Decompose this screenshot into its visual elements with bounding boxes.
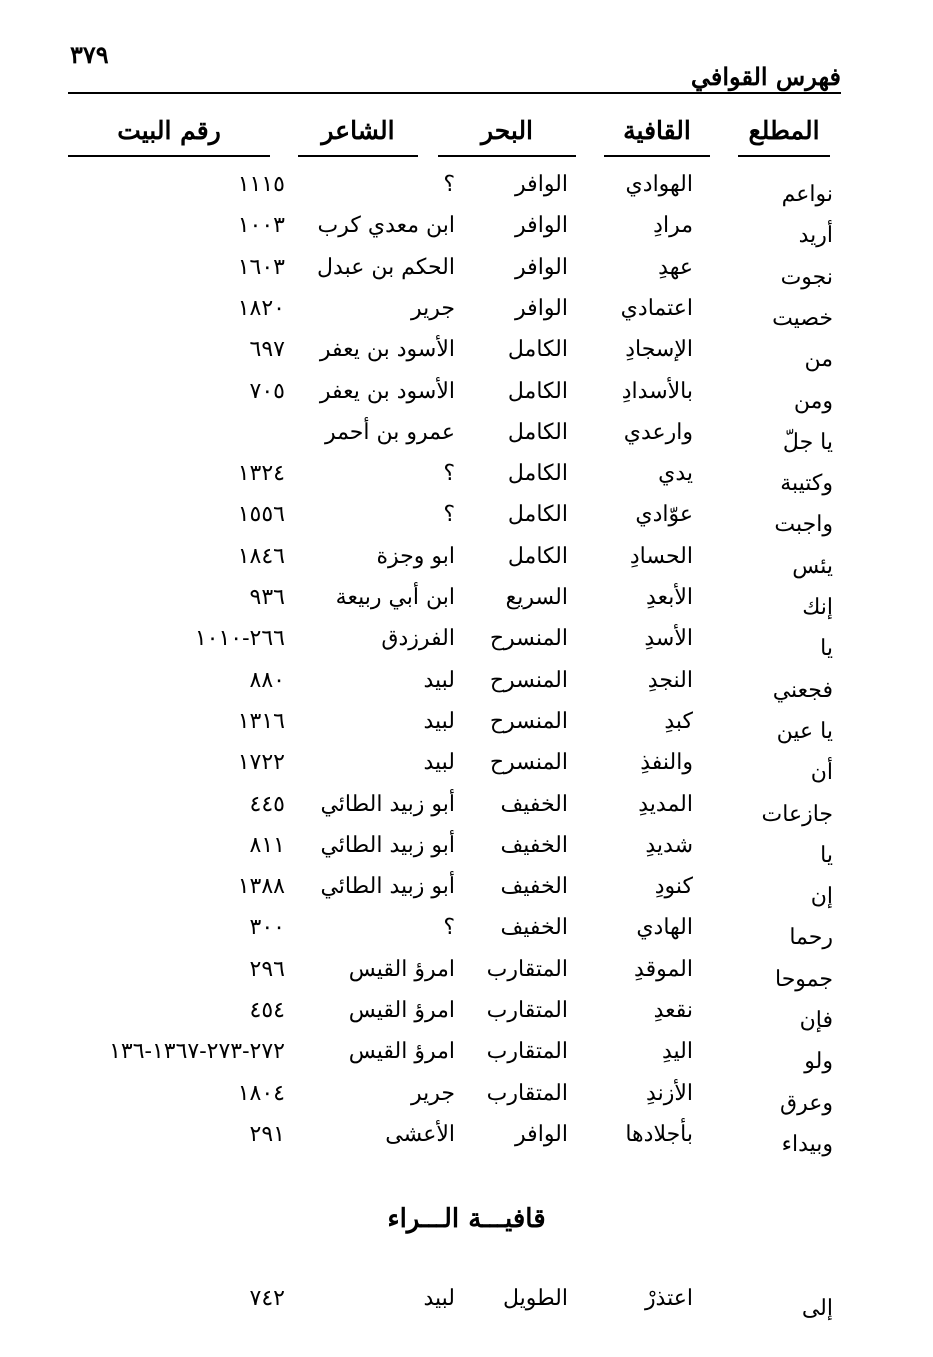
cell-matla: وبيداء: [781, 1131, 833, 1157]
cell-bahr: الوافر: [515, 213, 568, 239]
cell-raqm: ١٨٢٠: [237, 295, 285, 321]
cell-bahr: الخفيف: [500, 874, 568, 900]
cell-bahr: الوافر: [515, 1121, 568, 1147]
cell-qafiya: الموقدِ: [634, 956, 693, 982]
cell-bahr: المتقارب: [486, 998, 568, 1023]
header-shaer: الشاعر: [298, 116, 418, 157]
cell-matla: جازعات: [761, 801, 833, 827]
table-row: [0, 626, 933, 666]
cell-qafiya: شديدِ: [645, 832, 693, 858]
cell-shaer: امرؤ القيس: [348, 956, 455, 982]
cell-matla: من: [804, 347, 833, 373]
cell-matla: خصيت: [772, 305, 833, 331]
cell-bahr: المتقارب: [486, 1080, 568, 1106]
cell-qafiya: عهدِ: [658, 254, 693, 280]
header-raqm: رقم البيت: [68, 116, 270, 157]
cell-shaer: ؟: [443, 172, 455, 197]
cell-raqm: ٦٩٧: [249, 337, 285, 363]
table-row: [0, 172, 933, 212]
cell-qafiya: يدي: [658, 461, 693, 487]
table-row: [0, 750, 933, 790]
cell-matla: ومن: [793, 388, 833, 414]
cell-matla: إن: [810, 884, 833, 910]
cell-raqm: ٤٤٥: [249, 791, 285, 817]
cell-shaer: جرير: [411, 1080, 455, 1106]
table-row: [0, 668, 933, 708]
cell-qafiya: اعتذرْ: [644, 1286, 693, 1311]
cell-bahr: الطويل: [502, 1286, 568, 1311]
table-row: [0, 544, 933, 584]
cell-qafiya: والنفذِ: [640, 750, 693, 776]
table-row: [0, 915, 933, 955]
cell-matla: يا عين: [776, 718, 833, 744]
cell-raqm: ١٣٢٤: [237, 461, 285, 487]
cell-raqm: ١٥٥٦: [237, 502, 285, 528]
cell-shaer: ؟: [443, 461, 455, 487]
table-row: [0, 709, 933, 749]
cell-bahr: المنسرح: [489, 708, 568, 734]
page-number: ٣٧٩: [70, 40, 109, 69]
cell-matla: يئس: [792, 553, 833, 579]
cell-bahr: الكامل: [507, 502, 568, 528]
cell-matla: نجوت: [780, 264, 833, 290]
cell-raqm: ١٨٠٤: [237, 1080, 285, 1106]
table-row: [0, 1081, 933, 1121]
table-row: [0, 420, 933, 460]
cell-shaer: لبيد: [423, 667, 455, 693]
cell-shaer: امرؤ القيس: [348, 1039, 455, 1065]
cell-matla: أن: [810, 760, 833, 786]
cell-shaer: الأسود بن يعفر: [319, 378, 455, 404]
cell-shaer: أبو زبيد الطائي: [320, 874, 455, 900]
cell-bahr: الوافر: [515, 295, 568, 321]
table-row: [0, 585, 933, 625]
cell-shaer: الأعشى: [385, 1121, 455, 1147]
cell-raqm: ١١١٥: [237, 172, 285, 197]
cell-bahr: الكامل: [507, 419, 568, 445]
cell-shaer: ابو وجزة: [376, 543, 455, 569]
cell-qafiya: الإسجادِ: [625, 337, 693, 363]
cell-matla: وكتيبة: [780, 471, 833, 497]
cell-raqm: ٢٦٦-١٠١٠: [194, 626, 285, 652]
cell-shaer: ؟: [443, 502, 455, 528]
cell-raqm: ٨٨٠: [249, 667, 285, 693]
cell-shaer: الحكم بن عبدل: [317, 254, 455, 280]
header-matla: المطلع: [738, 116, 830, 157]
cell-raqm: ١٧٢٢: [237, 750, 285, 776]
cell-raqm: ١٣١٦: [237, 708, 285, 734]
cell-qafiya: بأجلادها: [625, 1121, 693, 1147]
cell-shaer: أبو زبيد الطائي: [320, 791, 455, 817]
cell-bahr: الوافر: [515, 254, 568, 280]
cell-qafiya: الهادي: [636, 915, 693, 941]
cell-bahr: السريع: [505, 585, 568, 610]
cell-bahr: المنسرح: [489, 667, 568, 693]
cell-shaer: الفرزدق: [381, 626, 455, 652]
cell-qafiya: المديدِ: [638, 791, 693, 817]
cell-qafiya: الأسدِ: [644, 626, 693, 652]
cell-raqm: ٤٥٤: [249, 998, 285, 1023]
cell-matla: يا: [820, 842, 833, 868]
cell-shaer: أبو زبيد الطائي: [320, 832, 455, 858]
cell-matla: نواعم: [781, 182, 833, 207]
cell-shaer: ؟: [443, 915, 455, 941]
cell-matla: يا: [820, 636, 833, 662]
cell-shaer: جرير: [411, 295, 455, 321]
running-head: فهرس القوافي: [690, 62, 841, 91]
cell-shaer: ابن أبي ربيعة: [335, 585, 455, 610]
cell-qafiya: الأبعدِ: [646, 585, 693, 610]
cell-qafiya: النجدِ: [647, 667, 693, 693]
cell-raqm: ٢٧٢-٢٧٣-١٣٦٧-١٣٦: [109, 1039, 285, 1065]
table-row: [0, 296, 933, 336]
table-row: [0, 379, 933, 419]
cell-matla: فإن: [799, 1008, 833, 1033]
cell-shaer: الأسود بن يعفر: [319, 337, 455, 363]
cell-qafiya: عوّادي: [635, 502, 693, 528]
cell-raqm: ٣٠٠: [249, 915, 285, 941]
cell-raqm: ٧٤٢: [249, 1286, 285, 1311]
table-row: [0, 255, 933, 295]
cell-raqm: ٨١١: [249, 832, 285, 858]
cell-shaer: لبيد: [423, 708, 455, 734]
cell-qafiya: الأزندِ: [646, 1080, 693, 1106]
cell-raqm: ٢٩٦: [249, 956, 285, 982]
cell-matla: جموحا: [775, 966, 833, 992]
cell-qafiya: مرادِ: [653, 213, 693, 239]
cell-shaer: لبيد: [423, 1286, 455, 1311]
cell-bahr: الخفيف: [500, 832, 568, 858]
cell-qafiya: كنودِ: [654, 874, 693, 900]
cell-matla: واجبت: [774, 512, 833, 538]
cell-qafiya: نقعدِ: [653, 998, 693, 1023]
cell-bahr: الكامل: [507, 543, 568, 569]
cell-qafiya: وارعدي: [623, 419, 693, 445]
section-heading: قافيـــة الـــراء: [387, 1204, 546, 1234]
cell-raqm: ١٣٨٨: [237, 874, 285, 900]
table-row: [0, 1122, 933, 1162]
table-row: [0, 874, 933, 914]
cell-bahr: الوافر: [515, 172, 568, 197]
table-row: [0, 833, 933, 873]
cell-raqm: ٢٩١: [249, 1121, 285, 1147]
table-row: [0, 792, 933, 832]
cell-shaer: امرؤ القيس: [348, 998, 455, 1023]
table-row: [0, 998, 933, 1038]
cell-qafiya: الحسادِ: [629, 543, 693, 569]
cell-raqm: ٩٣٦: [249, 585, 285, 610]
cell-qafiya: اعتمادي: [620, 295, 693, 321]
header-qafiya: القافية: [604, 116, 710, 157]
cell-matla: إنك: [802, 595, 833, 620]
cell-raqm: ١٨٤٦: [237, 543, 285, 569]
cell-bahr: الخفيف: [500, 791, 568, 817]
table-row: [0, 1039, 933, 1079]
cell-shaer: عمرو بن أحمر: [324, 419, 455, 445]
cell-shaer: ابن معدي كرب: [317, 213, 455, 239]
cell-bahr: المنسرح: [489, 626, 568, 652]
table-row: [0, 957, 933, 997]
table-row: [0, 502, 933, 542]
cell-bahr: المنسرح: [489, 750, 568, 776]
cell-matla: فجعني: [772, 677, 833, 703]
cell-qafiya: بالأسدادِ: [621, 378, 693, 404]
top-rule: [68, 92, 841, 94]
cell-raqm: ٧٠٥: [249, 378, 285, 404]
cell-bahr: الكامل: [507, 461, 568, 487]
cell-matla: أريد: [798, 223, 833, 249]
cell-matla: وعرق: [780, 1090, 833, 1116]
cell-bahr: المتقارب: [486, 1039, 568, 1065]
cell-shaer: لبيد: [423, 750, 455, 776]
cell-matla: إلى: [801, 1296, 833, 1321]
cell-qafiya: كبدِ: [664, 708, 693, 734]
cell-bahr: الخفيف: [500, 915, 568, 941]
table-row: [0, 213, 933, 253]
cell-bahr: المتقارب: [486, 956, 568, 982]
cell-matla: يا جلّ: [782, 429, 833, 455]
cell-raqm: ١٠٠٣: [237, 213, 285, 239]
cell-matla: ولو: [804, 1049, 833, 1075]
cell-raqm: ١٦٠٣: [237, 254, 285, 280]
table-row: [0, 337, 933, 377]
cell-qafiya: اليدِ: [661, 1039, 693, 1065]
table-row: [0, 1286, 933, 1326]
cell-bahr: الكامل: [507, 337, 568, 363]
table-row: [0, 461, 933, 501]
header-bahr: البحر: [438, 116, 576, 157]
cell-bahr: الكامل: [507, 378, 568, 404]
cell-matla: رحما: [789, 925, 833, 951]
cell-qafiya: الهوادي: [625, 172, 693, 197]
